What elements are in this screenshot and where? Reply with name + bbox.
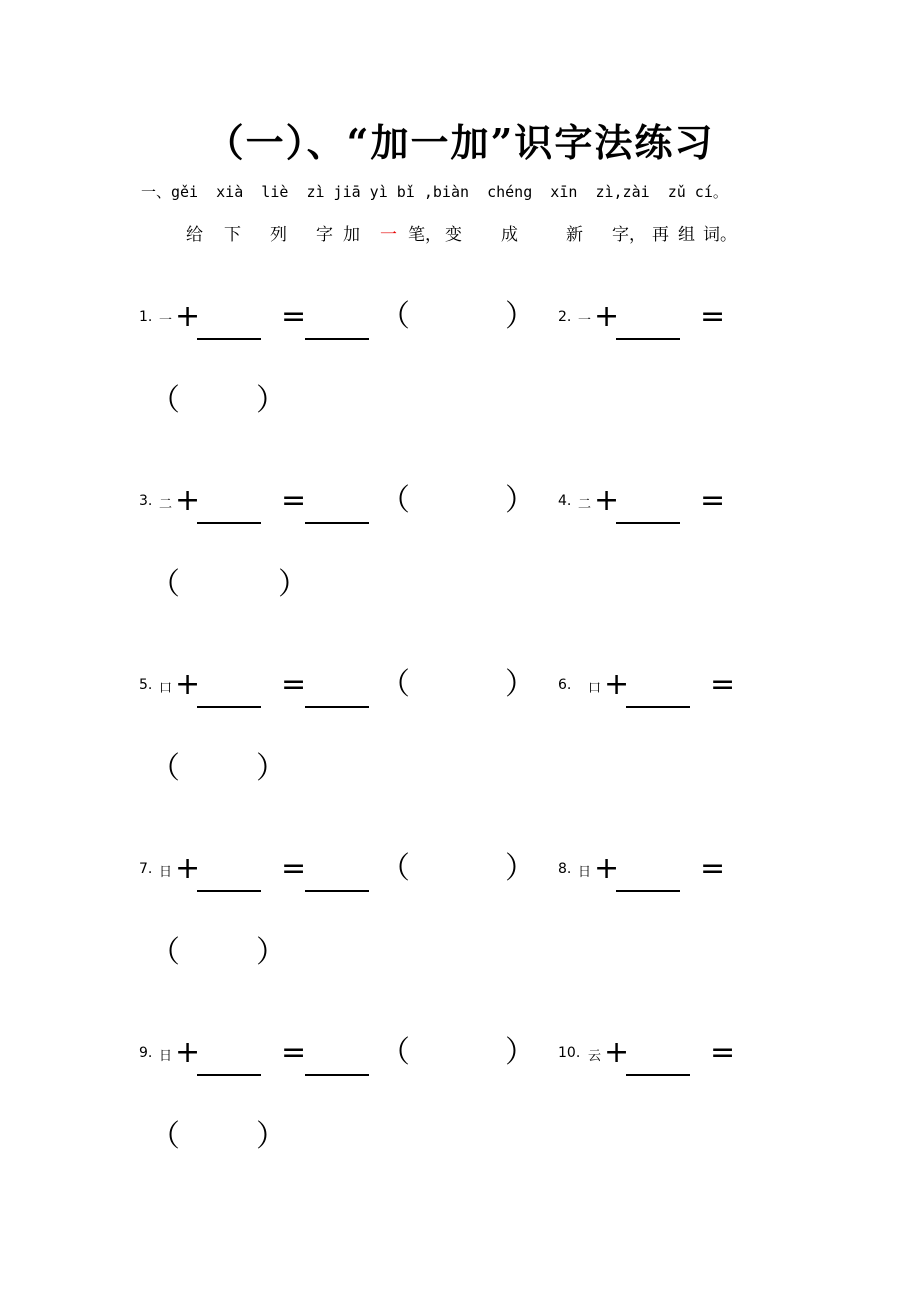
base-character: 二 [578, 497, 592, 512]
right-paren: ） [505, 667, 535, 702]
hanzi-char: 新 [566, 225, 583, 245]
hanzi-char: 成 [501, 225, 518, 245]
right-paren: ） [505, 483, 535, 518]
equals-sign: = [281, 299, 307, 334]
hanzi-char: 笔， [408, 225, 442, 245]
left-paren: （ [380, 1035, 410, 1070]
question-number: 6. [558, 677, 572, 693]
base-character: 二 [159, 497, 173, 512]
base-character: 口 [159, 681, 173, 696]
result-blank[interactable] [305, 706, 369, 708]
question-number: 4. [558, 493, 572, 509]
question-number: 7. [139, 861, 153, 877]
plus-sign: + [604, 667, 630, 702]
equals-sign: = [710, 1035, 736, 1070]
left-paren: （ [380, 851, 410, 886]
word-right-paren: ） [256, 1119, 286, 1154]
hanzi-char: 字 [316, 225, 333, 245]
word-left-paren: （ [150, 383, 180, 418]
word-left-paren: （ [150, 751, 180, 786]
question-number: 1. [139, 309, 153, 325]
plus-sign: + [594, 851, 620, 886]
right-paren: ） [505, 1035, 535, 1070]
hanzi-char: 组 [678, 225, 695, 245]
question-number: 9. [139, 1045, 153, 1061]
question-number: 2. [558, 309, 572, 325]
equals-sign: = [700, 483, 726, 518]
left-paren: （ [380, 483, 410, 518]
answer-blank[interactable] [197, 890, 261, 892]
answer-blank[interactable] [197, 338, 261, 340]
answer-blank[interactable] [616, 338, 680, 340]
right-paren: ） [505, 299, 535, 334]
base-character: 一 [578, 313, 592, 328]
page-title: （一）、“加一加”识字法练习 [205, 120, 715, 165]
word-left-paren: （ [150, 1119, 180, 1154]
plus-sign: + [604, 1035, 630, 1070]
plus-sign: + [175, 1035, 201, 1070]
result-blank[interactable] [305, 522, 369, 524]
right-paren: ） [505, 851, 535, 886]
plus-sign: + [175, 851, 201, 886]
base-character: 一 [159, 313, 173, 328]
left-paren: （ [380, 667, 410, 702]
answer-blank[interactable] [197, 1074, 261, 1076]
hanzi-highlight-yi: 一 [380, 225, 397, 245]
question-number: 3. [139, 493, 153, 509]
question-number: 5. [139, 677, 153, 693]
plus-sign: + [594, 299, 620, 334]
equals-sign: = [281, 667, 307, 702]
answer-blank[interactable] [626, 706, 690, 708]
equals-sign: = [710, 667, 736, 702]
equals-sign: = [281, 1035, 307, 1070]
hanzi-char: 字， [612, 225, 646, 245]
word-right-paren: ） [278, 567, 308, 602]
answer-blank[interactable] [197, 522, 261, 524]
result-blank[interactable] [305, 890, 369, 892]
question-number: 10. [558, 1045, 581, 1061]
word-left-paren: （ [150, 935, 180, 970]
base-character: 口 [588, 681, 602, 696]
equals-sign: = [700, 299, 726, 334]
hanzi-char: 给 [186, 225, 203, 245]
word-right-paren: ） [256, 383, 286, 418]
result-blank[interactable] [305, 1074, 369, 1076]
base-character: 日 [159, 1049, 173, 1064]
instruction-pinyin: 一、gěi xià liè zì jiā yì bǐ ,biàn chéng xīn zì,zài zǔ cí。 [141, 183, 728, 201]
word-right-paren: ） [256, 751, 286, 786]
plus-sign: + [175, 299, 201, 334]
hanzi-char: 加 [343, 225, 360, 245]
word-left-paren: （ [150, 567, 180, 602]
equals-sign: = [700, 851, 726, 886]
answer-blank[interactable] [626, 1074, 690, 1076]
plus-sign: + [175, 483, 201, 518]
hanzi-char: 词。 [703, 225, 737, 245]
answer-blank[interactable] [616, 522, 680, 524]
plus-sign: + [594, 483, 620, 518]
answer-blank[interactable] [197, 706, 261, 708]
hanzi-char: 列 [270, 225, 287, 245]
equals-sign: = [281, 851, 307, 886]
word-right-paren: ） [256, 935, 286, 970]
answer-blank[interactable] [616, 890, 680, 892]
plus-sign: + [175, 667, 201, 702]
hanzi-char: 下 [224, 225, 241, 245]
question-number: 8. [558, 861, 572, 877]
base-character: 日 [578, 865, 592, 880]
hanzi-char: 变 [445, 225, 462, 245]
left-paren: （ [380, 299, 410, 334]
base-character: 云 [588, 1049, 602, 1064]
base-character: 日 [159, 865, 173, 880]
result-blank[interactable] [305, 338, 369, 340]
equals-sign: = [281, 483, 307, 518]
hanzi-char: 再 [652, 225, 669, 245]
